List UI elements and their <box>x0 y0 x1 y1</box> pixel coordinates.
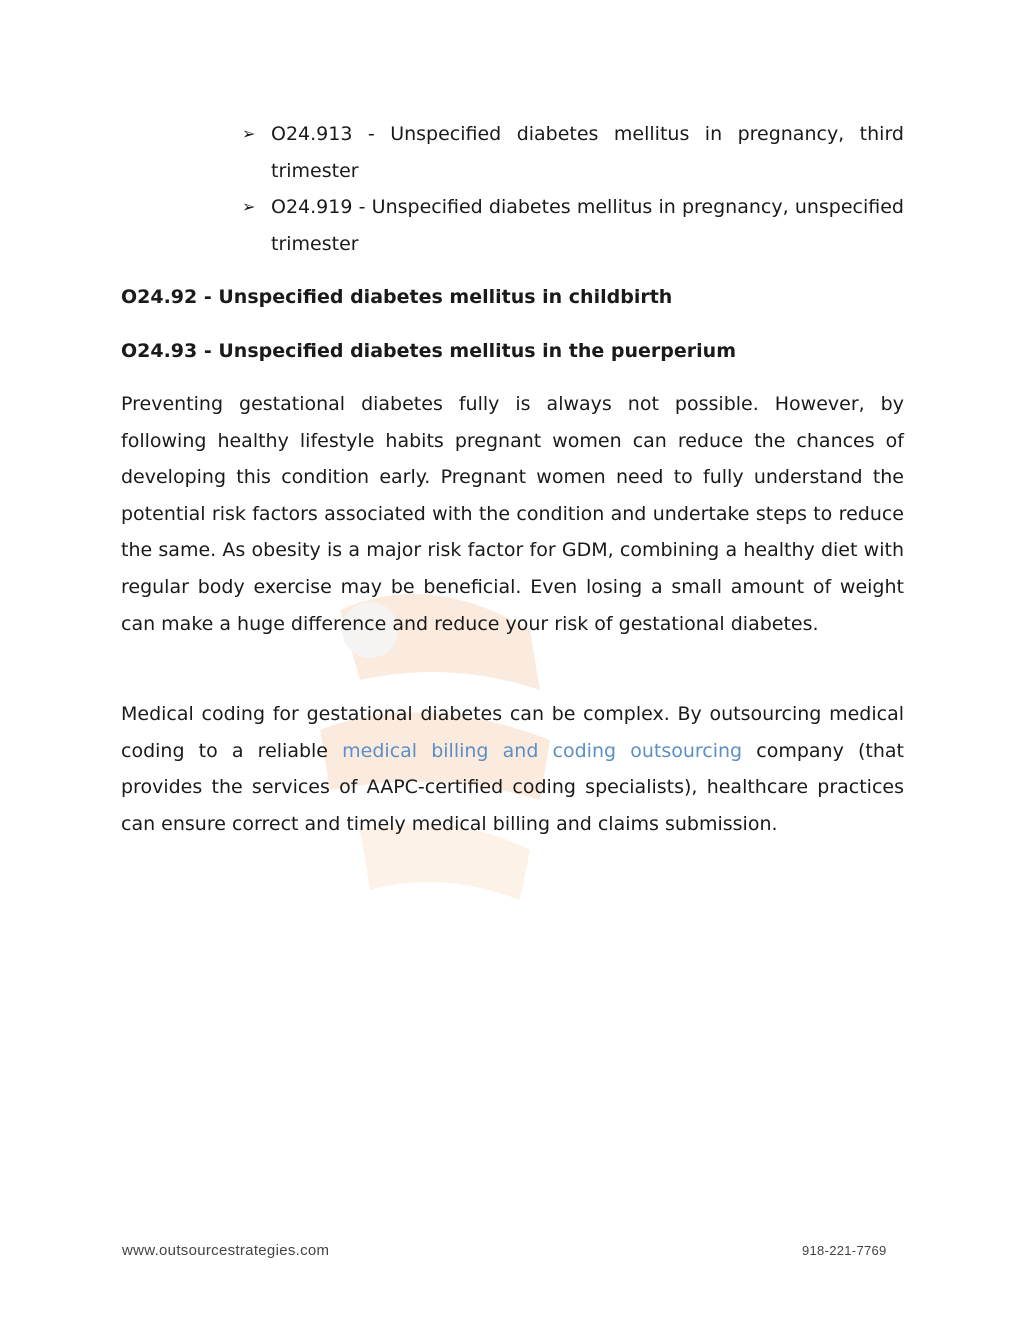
list-item <box>242 116 904 189</box>
bullet-text: O24.919 - Unspecified diabetes mellitus in pregnancy, unspecified trimester <box>271 196 904 255</box>
arrow-bullet-icon: ➢ <box>242 197 256 216</box>
paragraph-text: Medical coding for gestational diabetes can be complex. By outsourcing medical coding to a reliable <box>121 703 904 762</box>
heading-childbirth: O24.92 - Unspecified diabetes mellitus in childbirth <box>121 286 673 308</box>
paragraph-coding <box>121 696 904 842</box>
list-item <box>242 189 904 262</box>
paragraph-prevention: Preventing gestational diabetes fully is always not possible. However, by following healthy lifestyle habits pregnant women can reduce the chances of developing this condition early. Pregnant women need to fully understand the potential risk factors associated with the condition and undertake steps to reduce the same. As obesity is a major risk factor for GDM, combining a healthy diet with regular body exercise may be beneficial. Even losing a small amount of weight can make a huge difference and reduce your risk of gestational diabetes. <box>121 393 904 635</box>
outsourcing-link[interactable]: medical billing and coding outsourcing <box>342 739 743 762</box>
bullet-text: O24.913 - Unspecified diabetes mellitus in pregnancy, third trimester <box>271 123 904 182</box>
footer-website: www.outsourcestrategies.com <box>122 1242 330 1259</box>
code-bullet-list <box>242 116 904 262</box>
footer-phone: 918-221-7769 <box>802 1243 887 1258</box>
arrow-bullet-icon: ➢ <box>242 124 256 143</box>
heading-puerperium: O24.93 - Unspecified diabetes mellitus in the puerperium <box>121 340 736 362</box>
paragraph-text: company (that provides the services of AAPC-certified coding specialists), healthcare practices can ensure correct and timely medical billing and claims submission. <box>121 739 904 835</box>
